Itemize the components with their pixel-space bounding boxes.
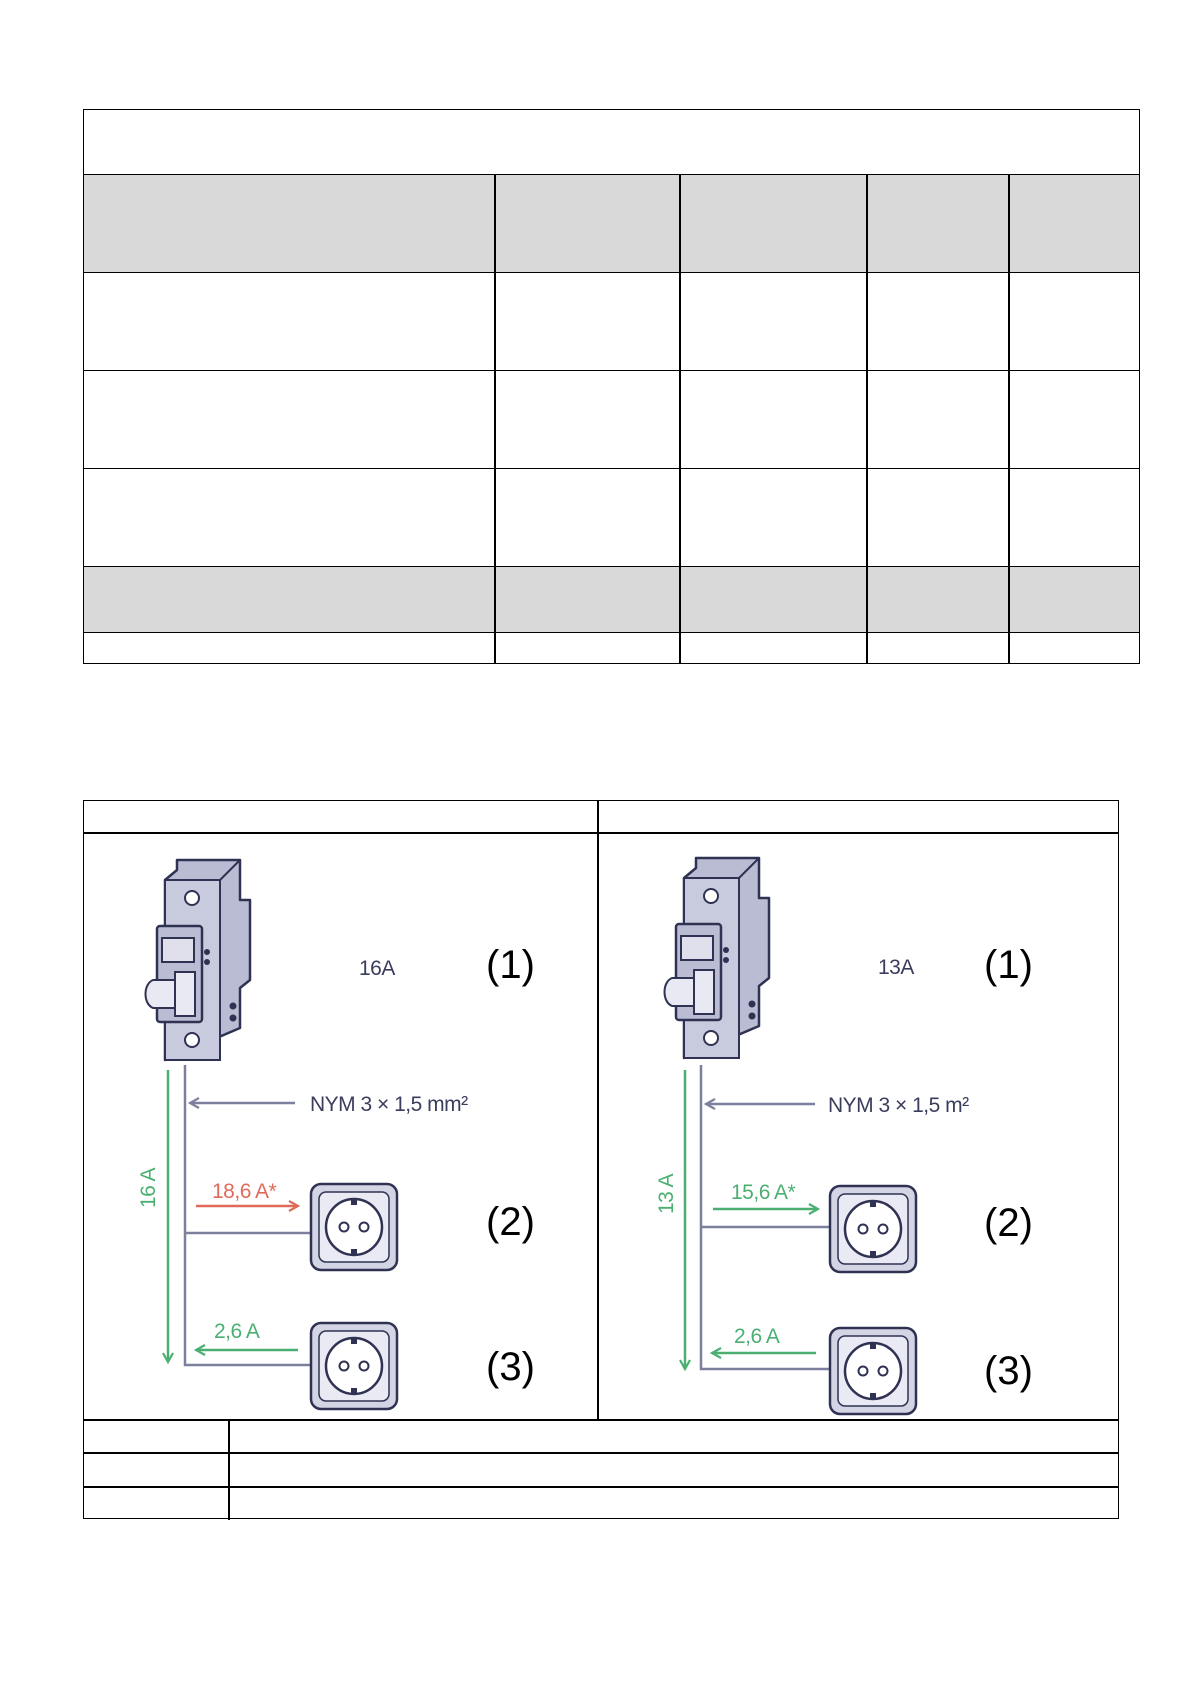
- socket-3-current-label: 2,6 A: [214, 1320, 260, 1343]
- callout-1: (1): [984, 943, 1033, 987]
- socket-icon: [830, 1328, 916, 1414]
- circuit-breaker-icon: [665, 858, 770, 1058]
- breaker-rating-label: 16A: [359, 957, 395, 980]
- callout-2: (2): [984, 1201, 1033, 1245]
- callout-1: (1): [486, 943, 535, 987]
- supply-wire: [701, 1065, 830, 1369]
- feed-current-label: 13 A: [655, 1173, 678, 1214]
- circuit-breaker-icon: [146, 860, 251, 1060]
- socket-icon: [311, 1184, 397, 1270]
- left-panel-diagram: [137, 860, 535, 1409]
- callout-3: (3): [486, 1345, 535, 1389]
- breaker-rating-label: 13A: [878, 956, 914, 979]
- cable-label: NYM 3 × 1,5 m²: [828, 1094, 969, 1117]
- callout-3: (3): [984, 1349, 1033, 1393]
- socket-2-current-label: 18,6 A*: [212, 1180, 277, 1203]
- cable-label: NYM 3 × 1,5 mm²: [310, 1093, 468, 1116]
- socket-icon: [311, 1323, 397, 1409]
- socket-icon: [830, 1186, 916, 1272]
- socket-2-current-label: 15,6 A*: [731, 1181, 796, 1204]
- feed-current-label: 16 A: [137, 1167, 160, 1208]
- right-panel-diagram: [655, 858, 1033, 1414]
- callout-2: (2): [486, 1200, 535, 1244]
- socket-3-current-label: 2,6 A: [734, 1325, 780, 1348]
